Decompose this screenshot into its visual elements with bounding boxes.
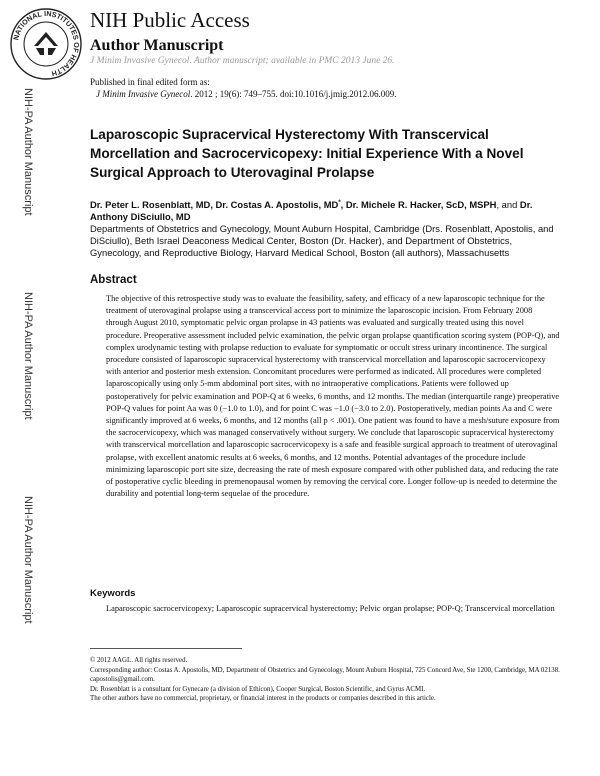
keywords-heading: Keywords: [90, 588, 136, 599]
article-title: Laparoscopic Supracervical Hysterectomy With Transcervical Morcellation and Sacrocervicopexy: Initial Experience With a Novel Surgical Approach to Uterovaginal Prolapse: [90, 127, 524, 180]
author-block: [90, 197, 560, 259]
side-label-author-manuscript: NIH-PA Author Manuscript: [22, 88, 34, 216]
author-manuscript-label: Author Manuscript: [90, 37, 224, 54]
author-conjunction: , and: [496, 199, 520, 211]
copyright-note: © 2012 AAGL. All rights reserved.: [90, 657, 188, 664]
author-names-last: Dr. Anthony DiSciullo, MD: [90, 199, 533, 223]
abstract-text: The objective of this retrospective study was to evaluate the feasibility, safety, and efficacy of a new laparoscopic technique for the treatment of uterovaginal prolapse using a transcervical access port to minimize the laparoscopic incision. From February 2008 through August 2010, symptomatic pelvic organ prolapse in 43 patients was evaluated and surgically treated using this novel procedure. Preoperative assessment included pelvic examination, the pelvic organ prolapse quantification scoring system (POP-Q), and complex urodynamic testing with prolapse reduction to evaluate for symptomatic or occult stress urinary incontinence. The surgical procedure consisted of laparoscopic supracervical hysterectomy with transcervical morcellation and laparoscopic sacrocervicopexy with anterior and posterior mesh extension. Concomitant procedures were performed as indicated. All procedures were completed laparoscopically using only 5-mm abdominal port sites, with no intraoperative complications. Patients were followed up postoperatively for pelvic examination and POP-Q at 6 weeks, 6 months, and 12 months. The median (interquartile range) preoperative POP-Q values for point Aa was 0 (−1.0 to 1.0), and for point C was −1.0 (−3.0 to 2.0). Postoperatively, median points Aa and C were significantly improved at 6 weeks, 6 months, and 12 months (all p < .001). One patient was found to have a mesh/suture exposure from the sacrocervicopexy, which was managed conservatively without surgery. We conclude that laparoscopic supracervical hysterectomy with transcervical morcellation and laparoscopic sacrocervicopexy is a safe and feasible surgical approach to treatment of uterovaginal prolapse, with excellent anatomic results at 6 weeks, 6 months, and 12 months. Potential advantages of the procedure include minimizing laparoscopic port site size, decreasing the rate of mesh exposure compared with other published data, and reducing the rate of postoperative cyclic bleeding in premenopausal women by removing the cervical core. Longer follow-up is needed to determine the durability and potential long-term sequelae of the procedure.: [106, 294, 560, 499]
journal-name: J Minim Invasive Gynecol: [96, 89, 191, 99]
consultant-note: Dr. Rosenblatt is a consultant for Gynecare (a division of Ethicon), Cooper Surgical, Boston Scientific, and Gyrus ACMI.: [90, 685, 426, 693]
disclosure-note: The other authors have no commercial, proprietary, or financial interest in the products or companies described in this article.: [90, 695, 436, 703]
logo-ring-text: NATIONAL INSTITUTES OF HEALTH: [11, 8, 82, 79]
side-label-author-manuscript: NIH-PA Author Manuscript: [22, 292, 34, 420]
eagle-icon: [34, 32, 58, 57]
citation: [96, 88, 396, 100]
abstract-heading: Abstract: [90, 274, 137, 286]
corresponding-mark: *: [338, 200, 341, 206]
keywords-text: Laparoscopic sacrocervicopexy; Laparoscopic supracervical hysterectomy; Pelvic organ prolapse; POP-Q; Transcervical morcellation: [106, 604, 555, 613]
affiliations: Departments of Obstetrics and Gynecology, Mount Auburn Hospital, Cambridge (Drs. Rosenblatt, Apostolis, and DiSciullo), Beth Israel Deaconess Medical Center, Boston (Dr. Hacker), and Department of Obstetrics, Gynecology, and Reproductive Biology, Harvard Medical School, Boston (all authors), Massachusetts: [90, 223, 554, 259]
nih-logo: [8, 6, 84, 82]
availability-note: J Minim Invasive Gynecol. Author manuscript; available in PMC 2013 June 26.: [90, 56, 395, 66]
nih-public-access-title: NIH Public Access: [90, 8, 250, 32]
citation-details: . 2012 ; 19(6): 749–755. doi:10.1016/j.jmig.2012.06.009.: [190, 89, 397, 99]
published-label: Published in final edited form as:: [90, 77, 210, 87]
side-label-author-manuscript: NIH-PA Author Manuscript: [22, 496, 34, 624]
footnote-divider: [90, 648, 242, 649]
corresponding-author-note: Corresponding author: Costas A. Apostolis, MD, Department of Obstetrics and Gynecology, Mount Auburn Hospital, 725 Concord Ave, Ste 1200, Cambridge, MA 02138. capostolis@gmail.com.: [90, 666, 560, 684]
footnotes: [90, 656, 560, 704]
author-names: Dr. Peter L. Rosenblatt, MD, Dr. Costas A. Apostolis, MD*, Dr. Michele R. Hacker, ScD, MSPH: [90, 199, 497, 211]
